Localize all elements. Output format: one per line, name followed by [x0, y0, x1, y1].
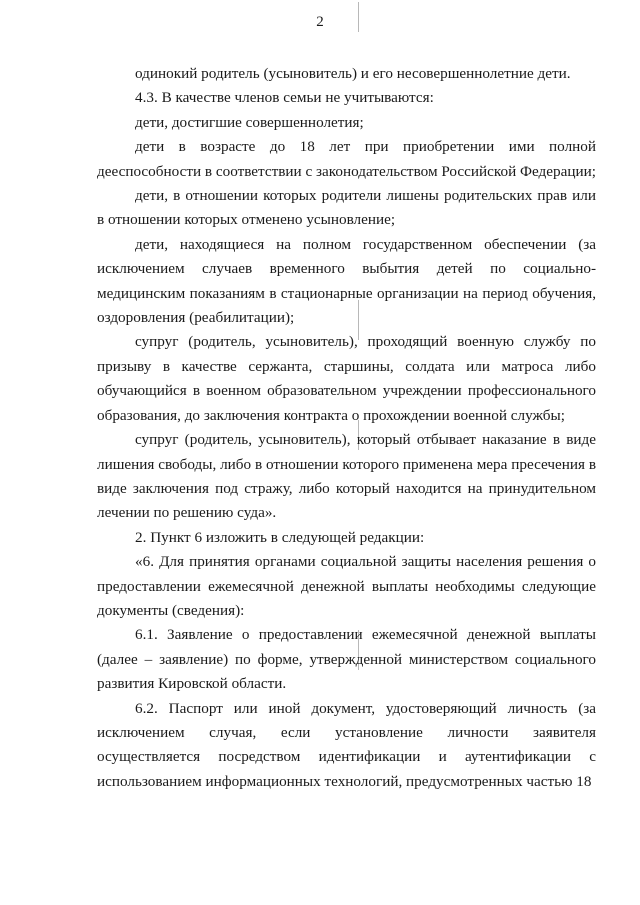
- paragraph: 2. Пункт 6 изложить в следующей редакции:: [135, 528, 425, 546]
- paragraph: 4.3. В качестве членов семьи не учитываются:: [135, 89, 434, 107]
- paragraph: дети, находящиеся на полном государственном обеспечении (за исключением случаев временного выбытия детей по социально-медицинским показаниям в стационарные организации на период обучения, оздоровления (реабилитации);: [97, 235, 596, 327]
- document-body: [97, 62, 596, 794]
- paragraph: дети, в отношении которых родители лишены родительских прав или в отношении которых отменено усыновление;: [97, 187, 596, 229]
- paragraph: супруг (родитель, усыновитель), который отбывает наказание в виде лишения свободы, либо в отношении которого применена мера пресечения в виде заключения под стражу, либо который находится на принудительном лечении по решению суда».: [97, 431, 596, 522]
- page-number: 2: [316, 14, 324, 30]
- paragraph: 6.2. Паспорт или иной документ, удостоверяющий личность (за исключением случая, если установление личности заявителя осуществляется посредством идентификации и аутентификации с использованием информационных технологий, предусмотренных частью 18: [97, 699, 596, 790]
- paragraph: дети, достигшие совершеннолетия;: [135, 113, 364, 131]
- paragraph: супруг (родитель, усыновитель), проходящий военную службу по призыву в качестве сержанта, старшины, солдата или матроса либо обучающийся в военном образовательном учреждении профессионального образования, до заключения контракта о прохождении военной службы;: [97, 333, 596, 424]
- paragraph: «6. Для принятия органами социальной защиты населения решения о предоставлении ежемесячной денежной выплаты необходимы следующие документы (сведения):: [97, 553, 596, 619]
- paragraph: 6.1. Заявление о предоставлении ежемесячной денежной выплаты (далее – заявление) по форме, утвержденной министерством социального развития Кировской области.: [97, 626, 596, 693]
- paragraph: одинокий родитель (усыновитель) и его несовершеннолетние дети.: [135, 65, 571, 82]
- paragraph: дети в возрасте до 18 лет при приобретении ими полной дееспособности в соответствии с законодательством Российской Федерации;: [97, 138, 596, 180]
